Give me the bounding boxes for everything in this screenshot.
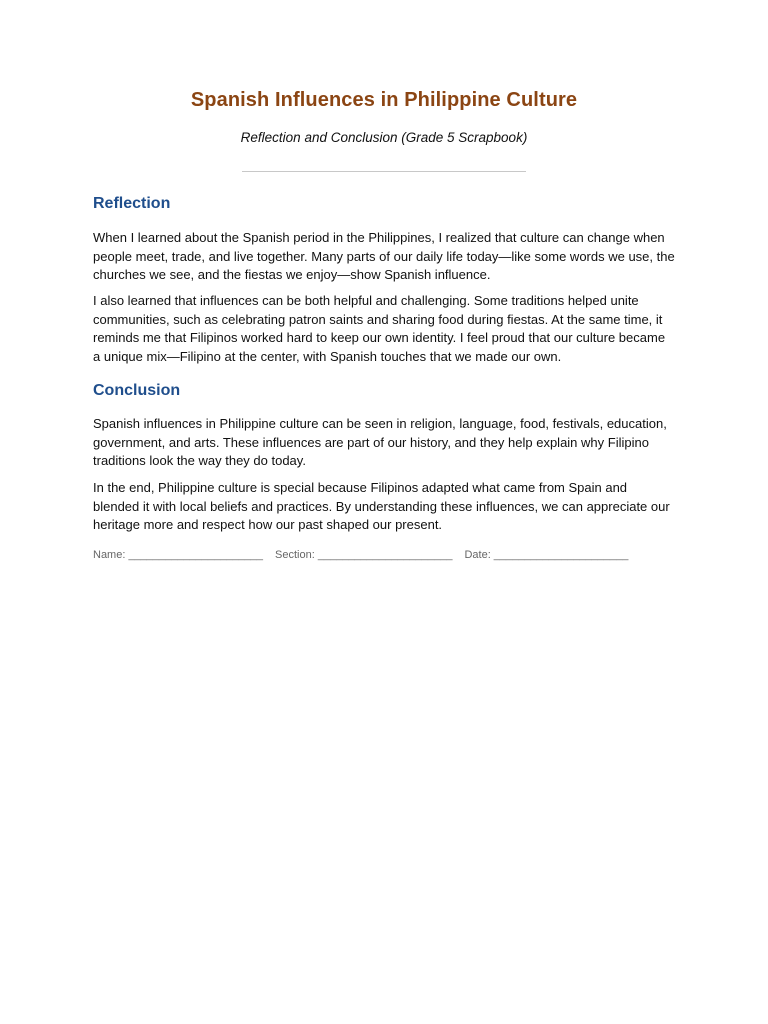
section-field: Section: ______________________ <box>275 549 453 561</box>
conclusion-paragraph-1: Spanish influences in Philippine culture can be seen in religion, language, food, festivals, education, government, and arts. These influences are part of our history, and they help explain why Filipino traditions look the way they do today. <box>93 416 667 469</box>
title-divider <box>242 171 526 172</box>
reflection-paragraph-1: When I learned about the Spanish period in the Philippines, I realized that culture can change when people meet, trade, and live together. Many parts of our daily life today—like some words we use, the churches we see, and the fiestas we enjoy—show Spanish influence. <box>93 230 675 283</box>
document-subtitle: Reflection and Conclusion (Grade 5 Scrapbook) <box>240 130 528 145</box>
date-field: Date: ______________________ <box>464 549 629 561</box>
signature-fields <box>93 549 628 561</box>
reflection-paragraph-2: I also learned that influences can be both helpful and challenging. Some traditions helped unite communities, such as celebrating patron saints and sharing food during fiestas. At the same time, it reminds me that Filipinos worked hard to keep our own identity. I feel proud that our culture became a unique mix—Filipino at the center, with Spanish touches that we made our own. <box>93 293 666 365</box>
conclusion-heading: Conclusion <box>93 382 181 399</box>
document-title: Spanish Influences in Philippine Culture <box>190 89 578 111</box>
name-field: Name: ______________________ <box>93 549 264 561</box>
reflection-heading: Reflection <box>93 195 171 212</box>
conclusion-paragraph-2: In the end, Philippine culture is special because Filipinos adapted what came from Spain and blended it with local beliefs and practices. By understanding these influences, we can appreciate our heritage more and respect how our past shaped our present. <box>93 480 670 533</box>
